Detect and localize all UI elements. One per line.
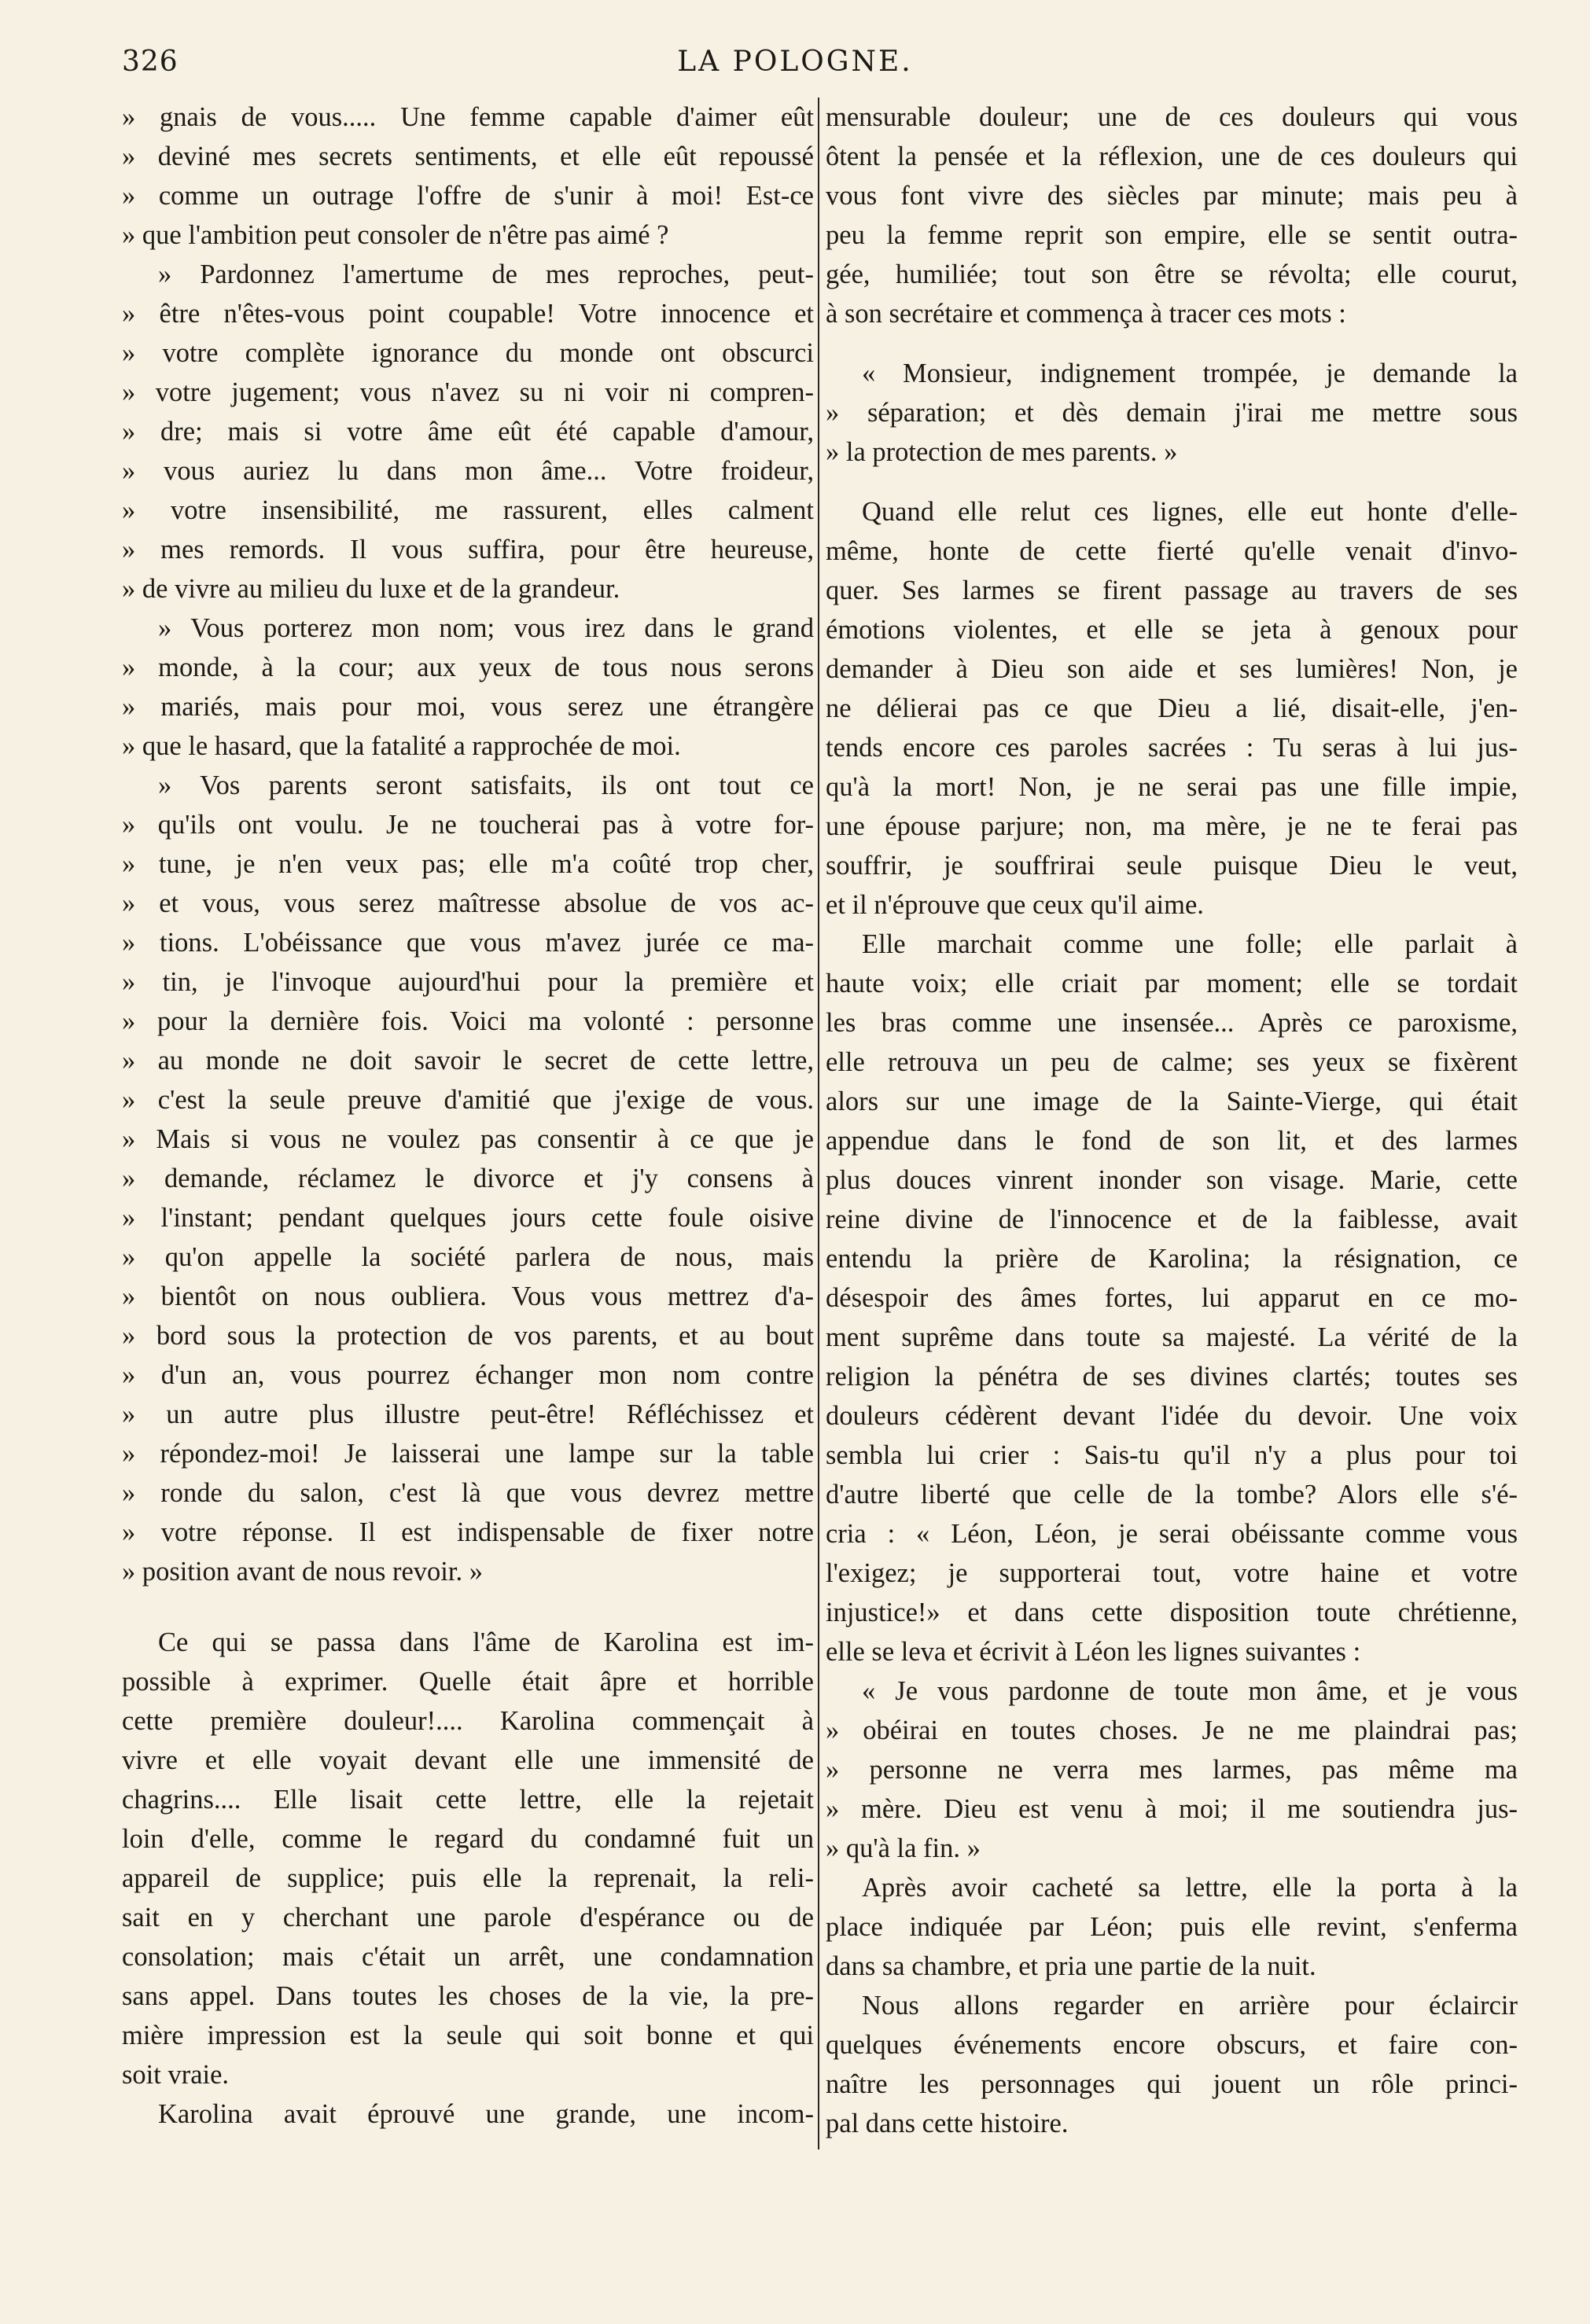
text-line: loin d'elle, comme le regard du condamné fuit un <box>122 1824 814 1854</box>
right-column <box>826 97 1518 2143</box>
text-line: » mère. Dieu est venu à moi; il me soutiendra jus- <box>826 1794 1518 1824</box>
text-line: entendu la prière de Karolina; la résignation, ce <box>826 1244 1518 1274</box>
text-line: quelques événements encore obscurs, et faire con- <box>826 2030 1518 2060</box>
page-number: 326 <box>122 46 179 78</box>
text-line: douleurs cédèrent devant l'idée du devoir. Une voix <box>826 1401 1518 1431</box>
text-line: reine divine de l'innocence et de la faiblesse, avait <box>826 1204 1518 1234</box>
text-line: » pour la dernière fois. Voici ma volonté : personne <box>122 1006 814 1036</box>
text-line: émotions violentes, et elle se jeta à genoux pour <box>826 615 1518 645</box>
text-line: » répondez-moi! Je laisserai une lampe sur la table <box>122 1439 814 1469</box>
text-line: » votre insensibilité, me rassurent, elles calment <box>122 495 814 525</box>
page-header <box>0 46 1590 83</box>
text-line: Ce qui se passa dans l'âme de Karolina est im- <box>158 1627 814 1657</box>
text-line: une épouse parjure; non, ma mère, je ne te ferai pas <box>826 811 1518 841</box>
paragraph-gap <box>122 1591 814 1623</box>
text-line: » position avant de nous revoir. » <box>122 1557 483 1587</box>
text-line: » d'un an, vous pourrez échanger mon nom contre <box>122 1360 814 1390</box>
text-line: peu la femme reprit son empire, elle se sentit outra- <box>826 220 1518 250</box>
text-line: à son secrétaire et commença à tracer ces mots : <box>826 299 1346 329</box>
text-line: d'autre liberté que celle de la tombe? Alors elle s'é- <box>826 1480 1518 1509</box>
text-line: injustice!» et dans cette disposition toute chrétienne, <box>826 1598 1518 1627</box>
text-line: » qu'à la fin. » <box>826 1833 981 1863</box>
text-line: sans appel. Dans toutes les choses de la vie, la pre- <box>122 1981 814 2011</box>
text-line: mensurable douleur; une de ces douleurs qui vous <box>826 102 1518 132</box>
text-line: et il n'éprouve que ceux qu'il aime. <box>826 890 1204 920</box>
text-line: » Vous porterez mon nom; vous irez dans le grand <box>158 613 814 643</box>
text-line: » personne ne verra mes larmes, pas même ma <box>826 1755 1518 1785</box>
running-title: LA POLOGNE. <box>677 46 913 78</box>
text-line: » tune, je n'en veux pas; elle m'a coûté trop cher, <box>122 849 814 879</box>
text-line: ne délierai pas ce que Dieu a lié, disait-elle, j'en- <box>826 693 1518 723</box>
text-line: » bord sous la protection de vos parents, et au bout <box>122 1321 814 1351</box>
text-line: haute voix; elle criait par moment; elle se tordait <box>826 969 1518 998</box>
text-line: vivre et elle voyait devant elle une immensité de <box>122 1745 814 1775</box>
text-line: vous font vivre des siècles par minute; mais peu à <box>826 181 1518 211</box>
text-line: sait en y cherchant une parole d'espérance ou de <box>122 1903 814 1932</box>
text-line: » Pardonnez l'amertume de mes reproches, peut- <box>158 259 814 289</box>
text-line: » comme un outrage l'offre de s'unir à moi! Est-ce <box>122 181 814 211</box>
text-line: « Monsieur, indignement trompée, je demande la <box>862 359 1518 388</box>
text-line: dans sa chambre, et pria une partie de la nuit. <box>826 1951 1316 1981</box>
text-line: » votre jugement; vous n'avez su ni voir ni compren- <box>122 377 814 407</box>
text-line: religion la pénétra de ses divines clartés; toutes ses <box>826 1362 1518 1392</box>
text-line: » dre; mais si votre âme eût été capable d'amour, <box>122 417 814 447</box>
text-line: » qu'on appelle la société parlera de nous, mais <box>122 1242 814 1272</box>
text-line: sembla lui crier : Sais-tu qu'il n'y a plus pour toi <box>826 1440 1518 1470</box>
text-line: » c'est la seule preuve d'amitié que j'exige de vous. <box>122 1085 814 1115</box>
text-line: Elle marchait comme une folle; elle parlait à <box>862 929 1518 959</box>
left-column <box>122 97 814 2134</box>
text-line: qu'à la mort! Non, je ne serai pas une fille impie, <box>826 772 1518 802</box>
text-line: plus douces vinrent inonder son visage. Marie, cette <box>826 1165 1518 1195</box>
text-line: » deviné mes secrets sentiments, et elle eût repoussé <box>122 142 814 171</box>
text-line: tends encore ces paroles sacrées : Tu seras à lui jus- <box>826 733 1518 763</box>
text-line: naître les personnages qui jouent un rôle princi- <box>826 2069 1518 2099</box>
text-line: pal dans cette histoire. <box>826 2109 1069 2138</box>
text-line: elle retrouva un peu de calme; ses yeux se fixèrent <box>826 1047 1518 1077</box>
text-line: » tin, je l'invoque aujourd'hui pour la première et <box>122 967 814 997</box>
text-line: demander à Dieu son aide et ses lumières! Non, je <box>826 654 1518 684</box>
column-divider <box>818 97 819 2149</box>
text-line: » mariés, mais pour moi, vous serez une étrangère <box>122 692 814 722</box>
text-line: » gnais de vous..... Une femme capable d'aimer eût <box>122 102 814 132</box>
text-line: » Vos parents seront satisfaits, ils ont tout ce <box>158 770 814 800</box>
text-line: » tions. L'obéissance que vous m'avez jurée ce ma- <box>122 928 814 958</box>
text-line: » votre réponse. Il est indispensable de fixer notre <box>122 1517 814 1547</box>
text-line: Nous allons regarder en arrière pour éclaircir <box>862 1991 1518 2021</box>
text-line: l'exigez; je supporterai tout, votre haine et votre <box>826 1558 1518 1588</box>
text-line: alors sur une image de la Sainte-Vierge, qui était <box>826 1087 1518 1116</box>
text-line: » séparation; et dès demain j'irai me mettre sous <box>826 398 1518 428</box>
text-line: appareil de supplice; puis elle la reprenait, la reli- <box>122 1863 814 1893</box>
text-line: » demande, réclamez le divorce et j'y consens à <box>122 1164 814 1193</box>
text-line: » un autre plus illustre peut-être! Réfléchissez et <box>122 1399 814 1429</box>
text-line: » au monde ne doit savoir le secret de cette lettre, <box>122 1046 814 1076</box>
text-line: » que l'ambition peut consoler de n'être pas aimé ? <box>122 220 669 250</box>
text-line: » et vous, vous serez maîtresse absolue de vos ac- <box>122 888 814 918</box>
text-line: cette première douleur!.... Karolina commençait à <box>122 1706 814 1736</box>
text-line: désespoir des âmes fortes, lui apparut en ce mo- <box>826 1283 1518 1313</box>
text-line: chagrins.... Elle lisait cette lettre, elle la rejetait <box>122 1785 814 1815</box>
text-line: soit vraie. <box>122 2060 230 2090</box>
text-line: Karolina avait éprouvé une grande, une incom- <box>158 2099 814 2129</box>
text-line: » la protection de mes parents. » <box>826 437 1178 467</box>
text-line: place indiquée par Léon; puis elle revint, s'enferma <box>826 1912 1518 1942</box>
text-line: Après avoir cacheté sa lettre, elle la porta à la <box>862 1873 1518 1903</box>
text-line: ment suprême dans toute sa majesté. La vérité de la <box>826 1322 1518 1352</box>
text-line: » mes remords. Il vous suffira, pour être heureuse, <box>122 535 814 564</box>
text-line: les bras comme une insensée... Après ce paroxisme, <box>826 1008 1518 1038</box>
text-line: mière impression est la seule qui soit bonne et qui <box>122 2021 814 2050</box>
text-line: » que le hasard, que la fatalité a rapprochée de moi. <box>122 731 681 761</box>
text-line: possible à exprimer. Quelle était âpre et horrible <box>122 1667 814 1697</box>
text-line: » Mais si vous ne voulez pas consentir à ce que je <box>122 1124 814 1154</box>
text-line: » de vivre au milieu du luxe et de la grandeur. <box>122 574 620 604</box>
text-line: même, honte de cette fierté qu'elle venait d'invo- <box>826 536 1518 566</box>
text-line: cria : « Léon, Léon, je serai obéissante comme vous <box>826 1519 1518 1549</box>
text-line: » bientôt on nous oubliera. Vous vous mettrez d'a- <box>122 1282 814 1311</box>
text-line: » votre complète ignorance du monde ont obscurci <box>122 338 814 368</box>
text-line: » qu'ils ont voulu. Je ne toucherai pas à votre for- <box>122 810 814 840</box>
text-line: quer. Ses larmes se firent passage au travers de ses <box>826 575 1518 605</box>
text-line: appendue dans le fond de son lit, et des larmes <box>826 1126 1518 1156</box>
text-line: ôtent la pensée et la réflexion, une de ces douleurs qui <box>826 142 1518 171</box>
text-line: » être n'êtes-vous point coupable! Votre innocence et <box>122 299 814 329</box>
text-line: » monde, à la cour; aux yeux de tous nous serons <box>122 653 814 682</box>
text-line: » l'instant; pendant quelques jours cette foule oisive <box>122 1203 814 1233</box>
paragraph-gap <box>826 472 1518 492</box>
text-line: Quand elle relut ces lignes, elle eut honte d'elle- <box>862 497 1518 527</box>
text-line: » vous auriez lu dans mon âme... Votre froideur, <box>122 456 814 486</box>
text-line: souffrir, je souffrirai seule puisque Dieu le veut, <box>826 851 1518 881</box>
text-line: » obéirai en toutes choses. Je ne me plaindrai pas; <box>826 1715 1518 1745</box>
text-line: gée, humiliée; tout son être se révolta; elle courut, <box>826 259 1518 289</box>
text-line: elle se leva et écrivit à Léon les lignes suivantes : <box>826 1637 1361 1667</box>
paragraph-gap <box>826 333 1518 354</box>
text-line: consolation; mais c'était un arrêt, une condamnation <box>122 1942 814 1972</box>
text-line: » ronde du salon, c'est là que vous devrez mettre <box>122 1478 814 1508</box>
text-line: « Je vous pardonne de toute mon âme, et je vous <box>862 1676 1518 1706</box>
